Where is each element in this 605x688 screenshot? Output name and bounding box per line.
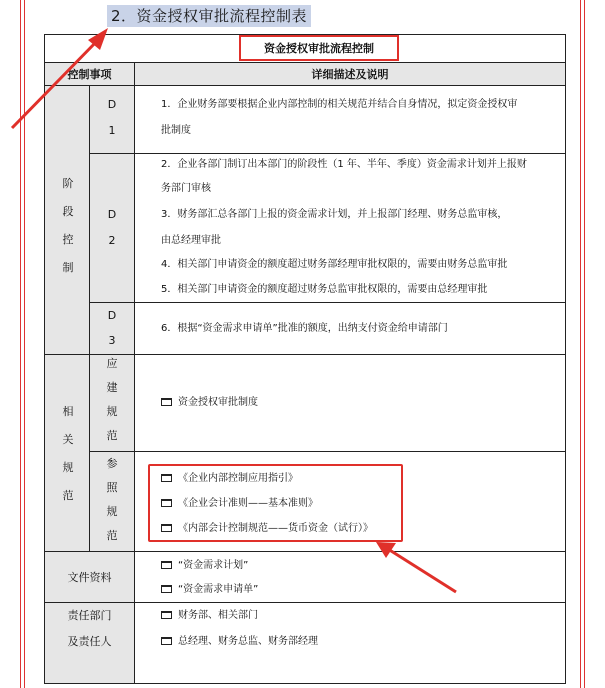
description-line: 5．相关部门申请资金的额度超过财务总监审批权限的，需要由总经理审批 — [161, 284, 488, 295]
resp-label-line: 及责任人 — [67, 635, 112, 648]
norm-item: 《内部会计控制规范——货币资金（试行）》 — [161, 516, 373, 542]
stage-label-char: 制 — [62, 261, 74, 274]
stage-label-char: 段 — [62, 205, 74, 218]
description-line: 1．企业财务部要根据企业内部控制的相关规范并结合自身情况，拟定资金授权审 — [161, 99, 518, 110]
doc-item: “资金需求计划” — [161, 553, 248, 579]
resp-item: 总经理、财务总监、财务部经理 — [161, 629, 318, 655]
should-norm-char: 规 — [106, 405, 118, 418]
should-norm-char: 建 — [106, 381, 118, 394]
docs-label: 文件资料 — [67, 571, 112, 584]
ref-norm-char: 规 — [106, 505, 118, 518]
description-line: 批制度 — [161, 125, 191, 136]
row-code: D — [107, 98, 117, 111]
description-line: 务部门审核 — [161, 183, 211, 194]
should-norm-char: 范 — [106, 429, 118, 442]
norms-label-char: 范 — [62, 489, 74, 502]
annotation-arrow-bottom — [388, 549, 456, 592]
description-line: 4．相关部门申请资金的额度超过财务部经理审批权限的，需要由财务总监审批 — [161, 259, 508, 270]
doc-item: “资金需求申请单” — [161, 577, 258, 603]
stage-label-char: 阶 — [62, 177, 74, 190]
ref-norm-char: 范 — [106, 529, 118, 542]
description-line: 6．根据“资金需求申请单”批准的额度，出纳支付资金给申请部门 — [161, 323, 448, 334]
row-code: D — [107, 309, 117, 322]
row-code: D — [107, 208, 117, 221]
norm-item: 《企业会计准则——基本准则》 — [161, 491, 318, 517]
section-heading: 2．资金授权审批流程控制表 — [107, 5, 311, 27]
col-header-control: 控制事项 — [67, 68, 112, 81]
description-line: 3．财务部汇总各部门上报的资金需求计划，并上报部门经理、财务总监审核， — [161, 209, 508, 220]
arrow-head-icon — [376, 542, 396, 558]
table-title: 资金授权审批流程控制 — [239, 35, 399, 61]
stage-label-char: 控 — [62, 233, 74, 246]
description-line: 由总经理审批 — [161, 235, 221, 246]
resp-item: 财务部、相关部门 — [161, 603, 258, 629]
should-norm-char: 应 — [106, 357, 118, 370]
norms-label-char: 关 — [62, 433, 74, 446]
norms-label-char: 相 — [62, 405, 74, 418]
row-code: 3 — [108, 334, 116, 347]
norms-label-char: 规 — [62, 461, 74, 474]
norm-item: 《企业内部控制应用指引》 — [161, 466, 298, 492]
norm-item: 资金授权审批制度 — [161, 390, 258, 416]
ref-norm-char: 参 — [106, 457, 118, 470]
row-code: 1 — [108, 124, 116, 137]
resp-label-line: 责任部门 — [67, 609, 112, 622]
col-header-description: 详细描述及说明 — [311, 68, 389, 81]
row-code: 2 — [108, 234, 116, 247]
annotation-arrow-top — [12, 40, 98, 128]
description-line: 2．企业各部门制订出本部门的阶段性（1 年、半年、季度）资金需求计划并上报财 — [161, 159, 527, 170]
ref-norm-char: 照 — [106, 481, 118, 494]
